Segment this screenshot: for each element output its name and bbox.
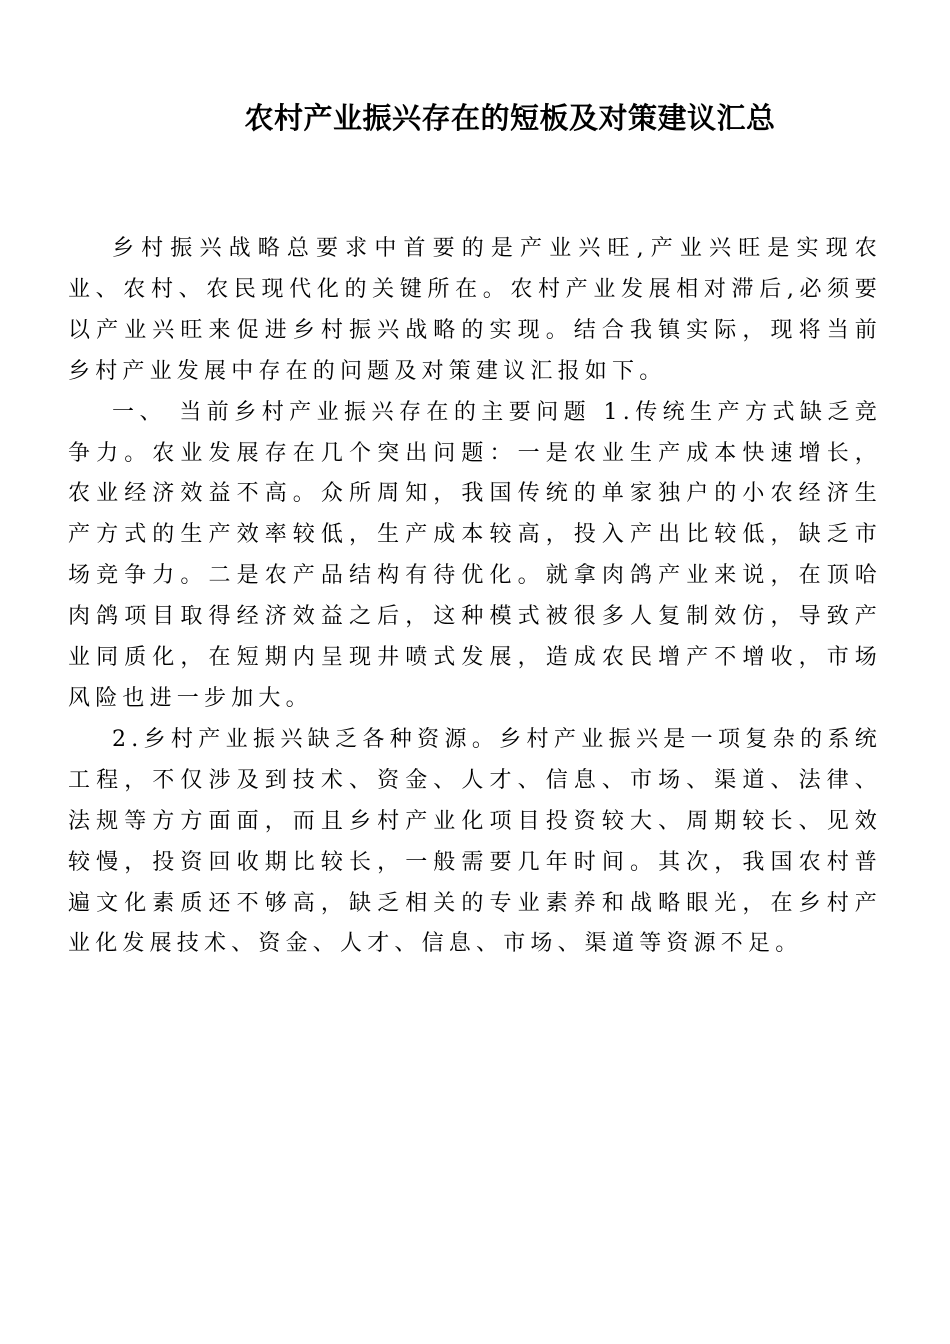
paragraph-problem-2: 2.乡村产业振兴缺乏各种资源。乡村产业振兴是一项复杂的系统工程，不仅涉及到技术、资金、人才、信息、市场、渠道、法律、法规等方方面面，而且乡村产业化项目投资较大、周期较长、见效较慢，投资回收期比较长，一般需要几年时间。其次，我国农村普遍文化素质还不够高，缺乏相关的专业素养和战略眼光，在乡村产业化发展技术、资金、人才、信息、市场、渠道等资源不足。 <box>68 726 882 957</box>
paragraph-intro: 乡村振兴战略总要求中首要的是产业兴旺,产业兴旺是实现农业、农村、农民现代化的关键所在。农村产业发展相对滞后,必须要以产业兴旺来促进乡村振兴战略的实现。结合我镇实际，现将当前乡村产业发展中存在的问题及对策建议汇报如下。 <box>68 236 882 384</box>
document-body <box>68 229 882 965</box>
paragraph-problem-1: 一、 当前乡村产业振兴存在的主要问题 1.传统生产方式缺乏竞争力。农业发展存在几个突出问题：一是农业生产成本快速增长，农业经济效益不高。众所周知，我国传统的单家独户的小农经济生产方式的生产效率较低，生产成本较高，投入产出比较低，缺乏市场竞争力。二是农产品结构有待优化。就拿肉鸽产业来说，在顶哈肉鸽项目取得经济效益之后，这种模式被很多人复制效仿，导致产业同质化，在短期内呈现井喷式发展，造成农民增产不增收，市场风险也进一步加大。 <box>68 399 882 711</box>
document-title: 农村产业振兴存在的短板及对策建议汇总 <box>244 101 776 135</box>
